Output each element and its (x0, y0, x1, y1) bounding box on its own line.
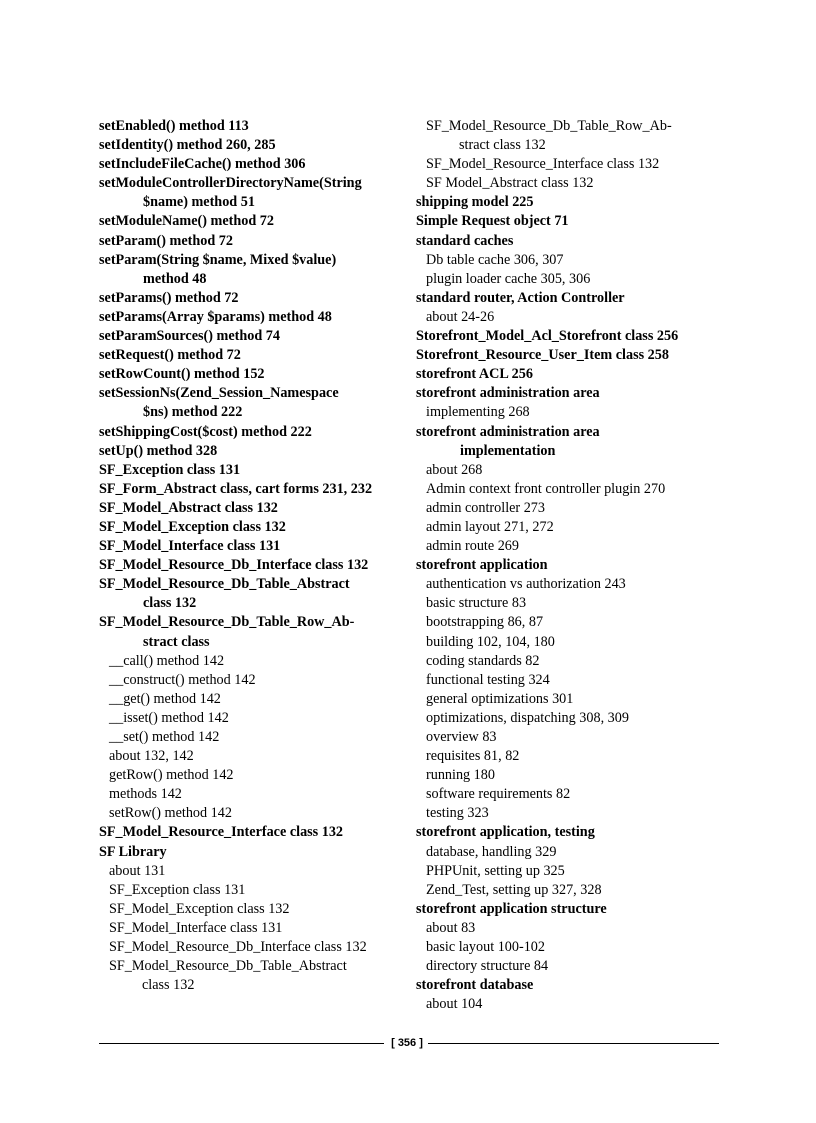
index-subentry: general optimizations 301 (426, 690, 574, 707)
index-entry: standard caches (416, 232, 514, 249)
index-subentry: __call() method 142 (109, 652, 225, 669)
page-number: [ 356 ] (391, 1037, 423, 1049)
index-subentry: overview 83 (426, 729, 497, 745)
index-entry: SF_Form_Abstract class, cart forms 231, 232 (99, 480, 373, 497)
index-subentry: optimizations, dispatching 308, 309 (426, 709, 629, 726)
index-entry: setIdentity() method 260, 285 (99, 137, 276, 154)
index-entry: setModuleName() method 72 (99, 213, 274, 230)
index-entry: SF_Model_Resource_Db_Interface class 132 (99, 557, 369, 574)
index-entry: setRowCount() method 152 (99, 366, 265, 383)
index-entry: Simple Request object 71 (416, 213, 569, 230)
index-entry: SF_Model_Resource_Db_Table_Abstract (99, 576, 350, 593)
index-entry: $name) method 51 (143, 194, 255, 211)
index-entry: class 132 (143, 595, 197, 612)
index-subentry: Admin context front controller plugin 270 (426, 480, 666, 497)
index-subentry: requisites 81, 82 (426, 748, 520, 765)
index-subentry: __get() method 142 (109, 690, 221, 707)
index-subentry: plugin loader cache 305, 306 (426, 270, 591, 287)
index-entry: method 48 (143, 270, 207, 287)
index-subentry: setRow() method 142 (109, 805, 232, 822)
index-subentry: Zend_Test, setting up 327, 328 (426, 881, 602, 898)
index-subentry: authentication vs authorization 243 (426, 576, 626, 593)
index-entry: SF_Model_Exception class 132 (99, 518, 286, 535)
index-entry: storefront ACL 256 (416, 366, 533, 383)
index-entry: setIncludeFileCache() method 306 (99, 156, 306, 173)
index-subentry: about 24-26 (426, 308, 495, 325)
index-entry: setSessionNs(Zend_Session_Namespace (99, 385, 339, 402)
index-subentry: SF_Model_Resource_Db_Table_Row_Ab- (426, 118, 672, 134)
index-entry: shipping model 225 (416, 194, 534, 211)
index-subentry: functional testing 324 (426, 671, 550, 688)
index-entry: setRequest() method 72 (99, 347, 241, 364)
index-subentry: methods 142 (109, 786, 182, 803)
index-entry: setParams() method 72 (99, 289, 239, 306)
index-entry: setEnabled() method 113 (99, 118, 249, 134)
index-subentry: running 180 (426, 767, 495, 784)
index-subentry: building 102, 104, 180 (426, 633, 555, 650)
index-subentry: SF_Exception class 131 (109, 881, 246, 898)
index-entry: storefront administration area (416, 423, 600, 440)
index-entry: SF_Model_Resource_Db_Table_Row_Ab- (99, 614, 355, 631)
index-subentry: getRow() method 142 (109, 767, 234, 784)
index-subentry: implementing 268 (426, 404, 530, 421)
index-subentry: Db table cache 306, 307 (426, 251, 564, 268)
index-subentry: SF_Model_Resource_Db_Table_Abstract (109, 958, 347, 975)
index-entry: storefront administration area (416, 385, 600, 402)
index-subentry: about 104 (426, 996, 483, 1013)
index-entry: setParamSources() method 74 (99, 328, 280, 345)
index-subentry: directory structure 84 (426, 958, 549, 975)
index-subentry: class 132 (142, 977, 195, 994)
index-entry: setModuleControllerDirectoryName(String (99, 175, 362, 192)
index-entry: implementation (460, 442, 556, 459)
index-entry: SF_Model_Resource_Interface class 132 (99, 824, 344, 841)
index-subentry: admin route 269 (426, 538, 519, 555)
index-entry: standard router, Action Controller (416, 289, 625, 306)
index-subentry: about 131 (109, 862, 166, 879)
index-entry: $ns) method 222 (143, 404, 243, 421)
index-subentry: __construct() method 142 (109, 671, 256, 688)
index-entry: setParam() method 72 (99, 232, 233, 249)
index-subentry: basic layout 100-102 (426, 939, 545, 956)
index-entry: storefront application structure (416, 900, 607, 917)
index-subentry: about 268 (426, 461, 483, 478)
index-subentry: about 83 (426, 919, 476, 936)
index-entry: Storefront_Resource_User_Item class 258 (416, 347, 669, 364)
index-column-right (416, 117, 721, 1014)
index-subentry: SF_Model_Resource_Interface class 132 (426, 156, 660, 173)
index-subentry: SF_Model_Exception class 132 (109, 900, 290, 917)
index-entry: Storefront_Model_Acl_Storefront class 256 (416, 328, 679, 345)
index-subentry: about 132, 142 (109, 748, 194, 765)
index-subentry: SF_Model_Resource_Db_Interface class 132 (109, 939, 367, 956)
index-entry: setParam(String $name, Mixed $value) (99, 251, 337, 268)
index-subentry: stract class 132 (459, 137, 546, 154)
index-subentry: __isset() method 142 (109, 709, 229, 726)
page-footer (99, 1036, 719, 1050)
index-entry: stract class (143, 633, 210, 650)
index-entry: setParams(Array $params) method 48 (99, 308, 332, 325)
index-subentry: PHPUnit, setting up 325 (426, 862, 565, 879)
index-subentry: database, handling 329 (426, 843, 557, 860)
index-subentry: admin layout 271, 272 (426, 518, 554, 535)
index-entry: setUp() method 328 (99, 442, 218, 459)
index-subentry: admin controller 273 (426, 499, 545, 516)
index-subentry: bootstrapping 86, 87 (426, 614, 544, 631)
index-subentry: SF_Model_Interface class 131 (109, 919, 283, 936)
index-subentry: coding standards 82 (426, 652, 540, 669)
index-subentry: testing 323 (426, 805, 489, 822)
index-column-left (99, 117, 411, 995)
index-subentry: basic structure 83 (426, 595, 527, 612)
index-subentry: __set() method 142 (109, 729, 220, 745)
index-entry: storefront database (416, 977, 534, 994)
index-entry: SF_Model_Interface class 131 (99, 538, 281, 555)
index-entry: SF_Exception class 131 (99, 461, 241, 478)
index-entry: setShippingCost($cost) method 222 (99, 423, 312, 440)
index-entry: storefront application, testing (416, 824, 595, 841)
index-subentry: software requirements 82 (426, 786, 571, 803)
index-entry: SF_Model_Abstract class 132 (99, 499, 278, 516)
index-entry: SF Library (99, 843, 167, 860)
footer-rule-left (99, 1043, 384, 1044)
index-entry: storefront application (416, 557, 548, 574)
index-subentry: SF Model_Abstract class 132 (426, 175, 594, 192)
footer-rule-right (428, 1043, 719, 1044)
